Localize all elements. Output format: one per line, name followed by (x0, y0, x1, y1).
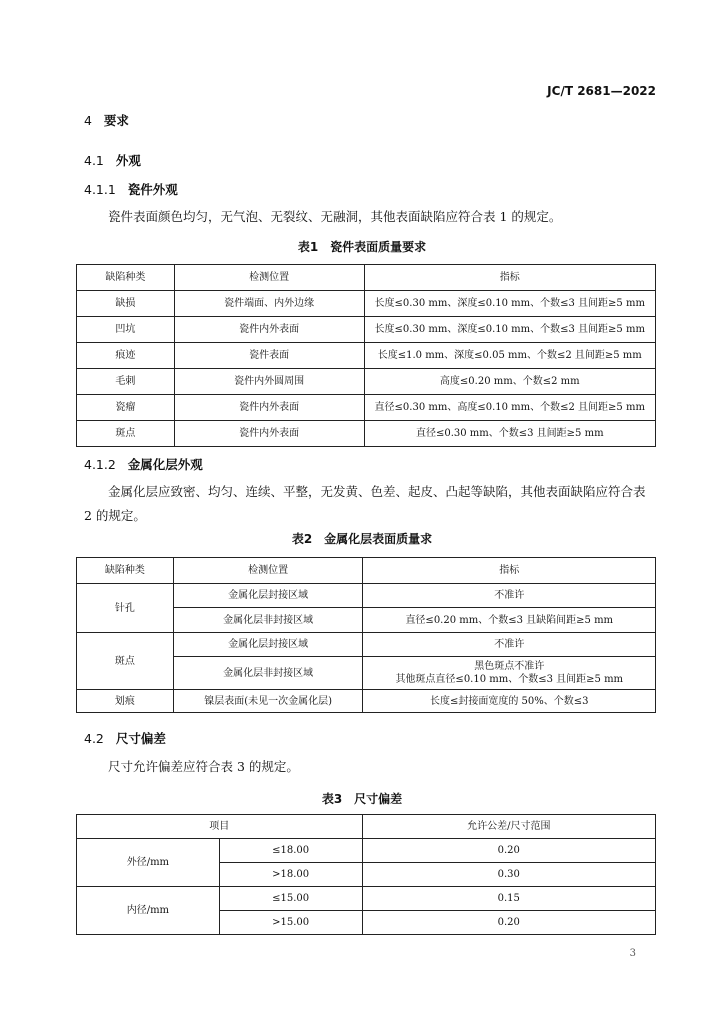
table-cell: 瓷件内外圆周围 (174, 369, 364, 395)
table-header-row (77, 558, 656, 584)
section-title: 外观 (115, 153, 141, 168)
table-cell: 金属化层非封接区域 (173, 657, 363, 690)
table-cell: 斑点 (77, 633, 174, 690)
table-header-row (77, 815, 656, 839)
column-header: 检测位置 (173, 558, 363, 584)
table-cell: 不准许 (363, 584, 656, 608)
table-cell: 长度≤1.0 mm、深度≤0.05 mm、个数≤2 且间距≥5 mm (364, 343, 656, 369)
column-header: 指标 (363, 558, 656, 584)
table-cell: 针孔 (77, 584, 174, 633)
table-cell: 瓷瘤 (77, 395, 175, 421)
section-title: 尺寸偏差 (115, 731, 166, 746)
table-cell: 瓷件内外表面 (174, 421, 364, 447)
column-header: 检测位置 (174, 265, 364, 291)
section-number: 4.1 (84, 153, 104, 168)
table-cell: 长度≤封接面宽度的 50%、个数≤3 (363, 690, 656, 713)
section-number: 4.1.2 (84, 457, 116, 472)
column-header: 项目 (77, 815, 363, 839)
table-row (77, 395, 656, 421)
column-header: 缺陷种类 (77, 558, 174, 584)
table-cell: 高度≤0.20 mm、个数≤2 mm (364, 369, 656, 395)
table-cell: 不准许 (363, 633, 656, 657)
table-cell: 金属化层非封接区域 (173, 608, 363, 633)
column-header: 指标 (364, 265, 656, 291)
table-cell: >15.00 (219, 911, 362, 935)
table-3 (76, 814, 656, 935)
table-cell (363, 657, 656, 690)
paragraph-line: 2 的规定。 (84, 508, 146, 523)
table-cell: 瓷件内外表面 (174, 317, 364, 343)
table-row (77, 291, 656, 317)
section-title: 瓷件外观 (127, 182, 178, 197)
table-row (77, 343, 656, 369)
table-cell: 镍层表面(未见一次金属化层) (173, 690, 363, 713)
column-header: 缺陷种类 (77, 265, 175, 291)
page-number: 3 (629, 948, 636, 959)
table-cell: 长度≤0.30 mm、深度≤0.10 mm、个数≤3 且间距≥5 mm (364, 317, 656, 343)
table-cell: 缺损 (77, 291, 175, 317)
table-row (77, 421, 656, 447)
section-title: 要求 (103, 113, 129, 128)
table-cell: 斑点 (77, 421, 175, 447)
table-cell: 长度≤0.30 mm、深度≤0.10 mm、个数≤3 且间距≥5 mm (364, 291, 656, 317)
table-row (77, 887, 656, 911)
section-title: 金属化层外观 (127, 457, 203, 472)
table-1-caption: 表1 瓷件表面质量要求 (297, 240, 427, 254)
table-cell: 金属化层封接区域 (173, 633, 363, 657)
table-cell: 直径≤0.20 mm、个数≤3 且缺陷间距≥5 mm (363, 608, 656, 633)
section-4-heading (84, 111, 129, 129)
table-cell: >18.00 (219, 863, 362, 887)
table-row (77, 584, 656, 608)
table-3-caption: 表3 尺寸偏差 (321, 792, 403, 806)
table-row (77, 839, 656, 863)
column-header: 允许公差/尺寸范围 (362, 815, 655, 839)
section-4-2-heading (84, 729, 166, 747)
section-4-1-2-heading (84, 455, 203, 473)
table-cell: 凹坑 (77, 317, 175, 343)
standard-code: JC/T 2681—2022 (547, 84, 656, 98)
table-cell: 金属化层封接区域 (173, 584, 363, 608)
table-cell: 瓷件内外表面 (174, 395, 364, 421)
table-header-row (77, 265, 656, 291)
table-cell: 0.20 (362, 839, 655, 863)
cell-line: 黑色斑点不准许 (474, 661, 545, 672)
table-2 (76, 557, 656, 713)
table-cell: 瓷件表面 (174, 343, 364, 369)
table-2-caption: 表2 金属化层表面质量求 (291, 532, 433, 546)
table-row (77, 317, 656, 343)
table-cell: ≤18.00 (219, 839, 362, 863)
table-cell: ≤15.00 (219, 887, 362, 911)
table-cell: 内径/mm (77, 887, 220, 935)
table-cell: 直径≤0.30 mm、高度≤0.10 mm、个数≤2 且间距≥5 mm (364, 395, 656, 421)
table-row (77, 690, 656, 713)
section-4-1-heading (84, 151, 141, 169)
section-number: 4 (84, 113, 92, 128)
cell-line: 其他斑点直径≤0.10 mm、个数≤3 且间距≥5 mm (395, 674, 624, 685)
table-1 (76, 264, 656, 447)
table-cell: 直径≤0.30 mm、个数≤3 且间距≥5 mm (364, 421, 656, 447)
table-row (77, 633, 656, 657)
paragraph: 尺寸允许偏差应符合表 3 的规定。 (108, 759, 299, 774)
table-cell: 痕迹 (77, 343, 175, 369)
table-cell: 外径/mm (77, 839, 220, 887)
table-cell: 0.30 (362, 863, 655, 887)
table-cell: 毛刺 (77, 369, 175, 395)
section-number: 4.2 (84, 731, 104, 746)
paragraph: 瓷件表面颜色均匀，无气泡、无裂纹、无融洞，其他表面缺陷应符合表 1 的规定。 (108, 209, 562, 224)
section-4-1-1-heading (84, 180, 178, 198)
table-cell: 0.15 (362, 887, 655, 911)
table-cell: 0.20 (362, 911, 655, 935)
paragraph-line: 金属化层应致密、均匀、连续、平整，无发黄、色差、起皮、凸起等缺陷，其他表面缺陷应符合表 (108, 484, 646, 499)
table-row (77, 369, 656, 395)
table-cell: 瓷件端面、内外边缘 (174, 291, 364, 317)
section-number: 4.1.1 (84, 182, 116, 197)
table-cell: 划痕 (77, 690, 174, 713)
